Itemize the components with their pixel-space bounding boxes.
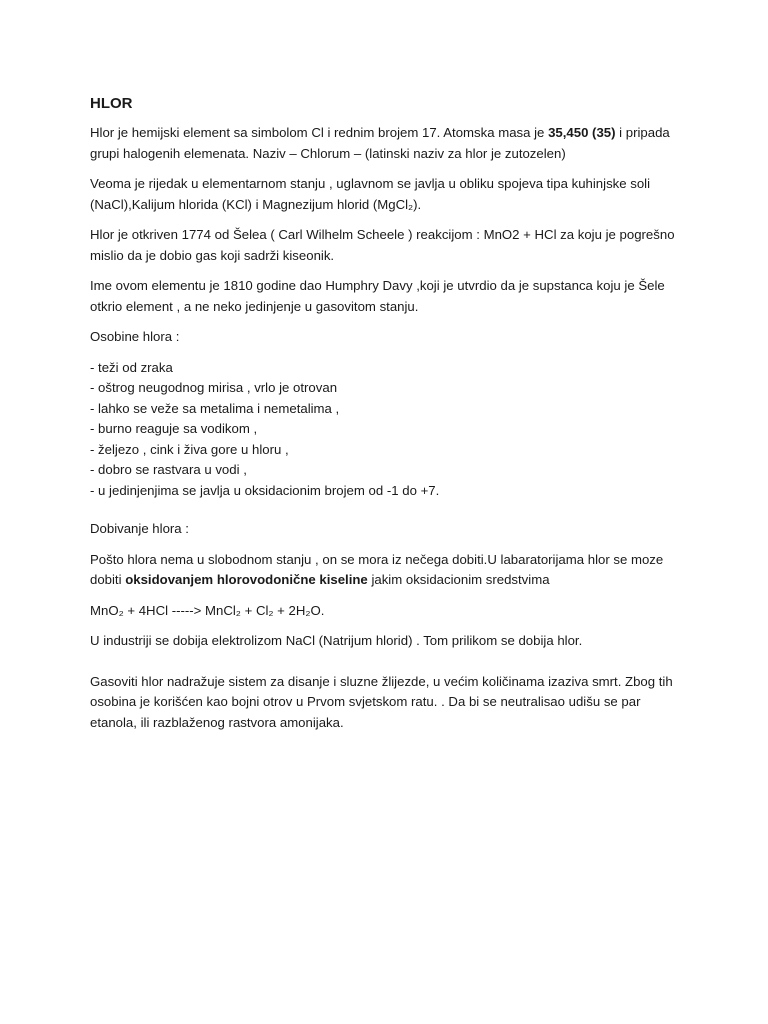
- atomic-mass-value: 35,450 (35): [548, 125, 616, 140]
- list-item: - dobro se rastvara u vodi ,: [90, 462, 247, 477]
- list-item: - oštrog neugodnog mirisa , vrlo je otrovan: [90, 380, 338, 395]
- production-heading: Dobivanje hlora :: [90, 521, 189, 536]
- list-item: - lahko se veže sa metalima i nemetalima ,: [90, 400, 340, 416]
- paragraph-laboratory: [90, 550, 690, 591]
- paragraph-industry: U industriji se dobija elektrolizom NaCl (Natrijum hlorid) . Tom prilikom se dobija hlor.: [90, 633, 583, 648]
- paragraph-intro-text-end: i pripada grupi halogenih elemenata. Naziv – Chlorum – (latinski naziv za hlor je zutozelen): [90, 125, 670, 161]
- paragraph-toxicity: Gasoviti hlor nadražuje sistem za disanje i sluzne žlijezde, u većim količinama izaziva smrt. Zbog tih osobina je korišćen kao bojni otrov u Prvom svjetskom ratu. . Da bi se neutralisao udišu se par etanola, ili razblaženog rastvora amonijaka.: [90, 673, 673, 730]
- oxidation-phrase: oksidovanjem hlorovodonične kiseline: [125, 572, 368, 587]
- paragraph-naming: Ime ovom elementu je 1810 godine dao Humphry Davy ,koji je utvrdio da je supstanca koju je Šele otkrio element , a ne neko jedinjenje u gasovitom stanju.: [90, 278, 665, 314]
- reaction-equation: MnO₂ + 4HCl -----> MnCl₂ + Cl₂ + 2H₂O.: [90, 602, 325, 618]
- paragraph-laboratory-text: Pošto hlora nema u slobodnom stanju , on se mora iz nečega dobiti.U labaratorijama hlor se moze dobiti: [90, 551, 664, 587]
- list-item: - u jedinjenjima se javlja u oksidacionim brojem od -1 do +7.: [90, 482, 440, 498]
- list-item: - burno reaguje sa vodikom ,: [90, 421, 258, 436]
- paragraph-intro: [90, 123, 690, 164]
- paragraph-intro-text: Hlor je hemijski element sa simbolom Cl i rednim brojem 17. Atomska masa je: [90, 125, 549, 140]
- paragraph-occurrence: Veoma je rijedak u elementarnom stanju , uglavnom se javlja u obliku spojeva tipa kuhinjske soli (NaCl),Kalijum hlorida (KCl) i Magnezijum hlorid (MgCl₂).: [90, 176, 651, 212]
- paragraph-laboratory-text-end: jakim oksidacionim sredstvima: [367, 572, 550, 587]
- spacer: [90, 662, 690, 672]
- list-item: - željezo , cink i živa gore u hloru ,: [90, 441, 289, 457]
- document-page: [90, 94, 690, 743]
- properties-heading: Osobine hlora :: [90, 329, 180, 344]
- page-title: HLOR: [90, 95, 133, 112]
- list-item: - teži od zraka: [90, 359, 173, 375]
- paragraph-discovery: Hlor je otkriven 1774 od Šelea ( Carl Wilhelm Scheele ) reakcijom : MnO2 + HCl za koju je pogrešno mislio da je dobio gas koji sadrži kiseonik.: [90, 227, 675, 263]
- properties-list: [90, 358, 690, 502]
